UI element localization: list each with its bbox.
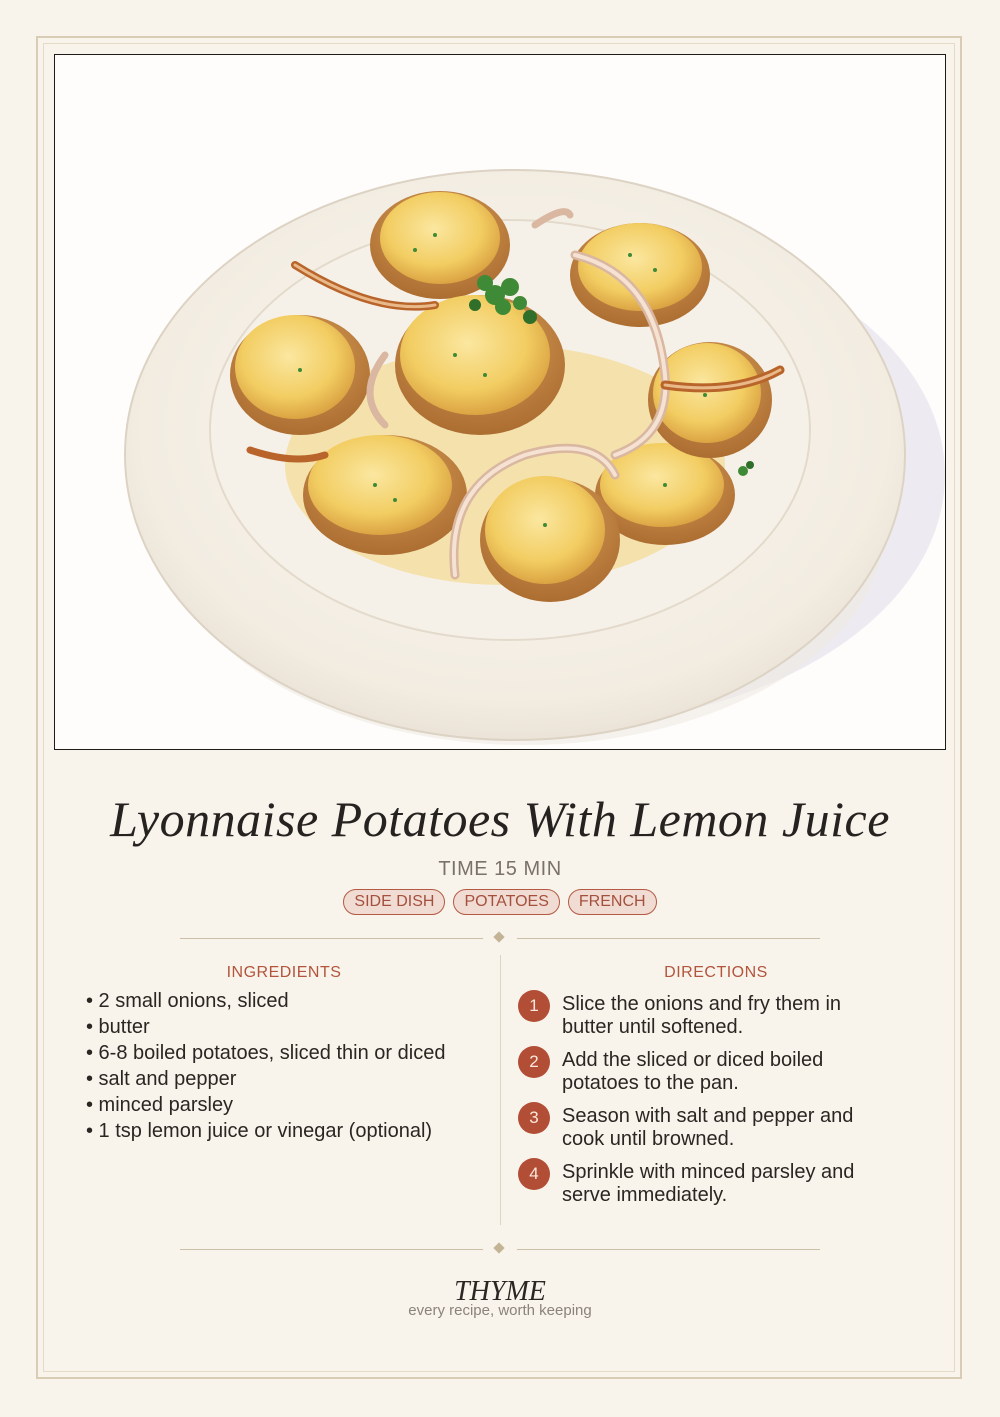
ingredient-item: • butter [86,1016,150,1038]
step-number-badge: 1 [518,990,550,1022]
direction-step [518,1102,898,1158]
cook-time: TIME 15 MIN [438,858,562,880]
ingredient-item: • 6-8 boiled potatoes, sliced thin or diced [86,1042,446,1064]
divider-bottom [180,1243,820,1255]
ingredients-heading: INGREDIENTS [226,964,342,981]
ingredient-item: • salt and pepper [86,1068,237,1090]
step-number-badge: 2 [518,1046,550,1078]
ingredient-item: • 2 small onions, sliced [86,990,289,1012]
direction-list [518,990,898,1214]
step-text: Slice the onions and fry them in butter until softened. [562,993,842,1038]
brand-logo: THYME [454,1276,546,1307]
diamond-ornament-icon [493,1242,504,1253]
tag-side-dish[interactable]: SIDE DISH [343,889,445,915]
divider-top [180,932,820,944]
tag-list [0,889,1000,915]
directions-heading: DIRECTIONS [664,964,768,981]
dish-illustration [54,54,946,750]
tag-french[interactable]: FRENCH [568,889,657,915]
brand-tagline: every recipe, worth keeping [408,1302,592,1319]
column-divider [500,955,501,1225]
direction-step [518,990,898,1046]
step-text: Add the sliced or diced boiled potatoes to the pan. [562,1049,824,1094]
diamond-ornament-icon [493,931,504,942]
direction-step [518,1046,898,1102]
recipe-title: Lyonnaise Potatoes With Lemon Juice [110,791,890,847]
step-text: Season with salt and pepper and cook until browned. [562,1105,854,1150]
tag-potatoes[interactable]: POTATOES [453,889,559,915]
step-number-badge: 3 [518,1102,550,1134]
ingredient-list [86,990,471,1146]
ingredient-item: • minced parsley [86,1094,234,1116]
step-text: Sprinkle with minced parsley and serve immediately. [562,1161,855,1206]
step-number-badge: 4 [518,1158,550,1190]
direction-step [518,1158,898,1214]
ingredient-item: • 1 tsp lemon juice or vinegar (optional) [86,1120,433,1142]
